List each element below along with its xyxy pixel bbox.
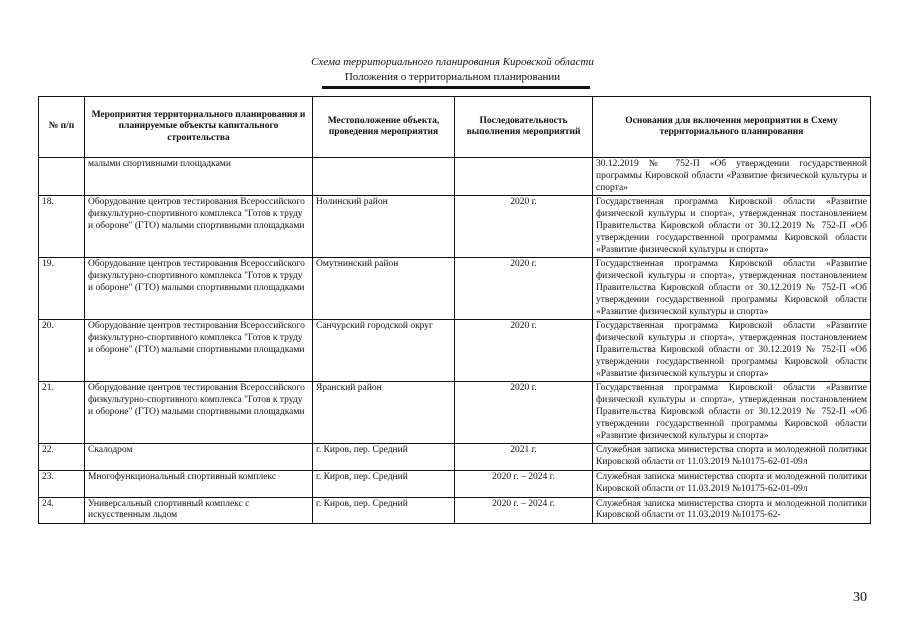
cell-number (39, 158, 85, 196)
cell-period: 2020 г. (455, 196, 593, 258)
cell-location: г. Киров, пер. Средний (313, 497, 455, 524)
table-row (39, 497, 871, 524)
table-row (39, 158, 871, 196)
cell-number: 24. (39, 497, 85, 524)
cell-event: Скалодром (85, 444, 313, 471)
cell-basis: Государственная программа Кировской области «Развитие физической культуры и спорта», утвержденная постановлением Правительства Кировской области от 30.12.2019 № 752-П «Об утверждении государственной программы Кировской области «Развитие физической культуры и спорта» (593, 258, 871, 320)
cell-period: 2020 г. – 2024 г. (455, 470, 593, 497)
cell-number: 21. (39, 382, 85, 444)
cell-location: г. Киров, пер. Средний (313, 444, 455, 471)
header-underline (322, 86, 590, 89)
column-header-number: № п/п (39, 97, 85, 158)
cell-period (455, 158, 593, 196)
column-header-basis: Основания для включения мероприятия в Схему территориального планирования (593, 97, 871, 158)
cell-location: г. Киров, пер. Средний (313, 470, 455, 497)
cell-number: 19. (39, 258, 85, 320)
cell-event: Оборудование центров тестирования Всероссийского физкультурно-спортивного комплекса "Готов к труду и обороне" (ГТО) малыми спортивными площадками (85, 258, 313, 320)
cell-number: 20. (39, 320, 85, 382)
table-header-row (39, 97, 871, 158)
cell-number: 22. (39, 444, 85, 471)
cell-location: Нолинский район (313, 196, 455, 258)
cell-basis: Служебная записка министерства спорта и молодежной политики Кировской области от 11.03.2019 №10175-62-01-09л (593, 444, 871, 471)
column-header-event: Мероприятия территориального планирования и планируемые объекты капитального строительства (85, 97, 313, 158)
cell-period: 2020 г. – 2024 г. (455, 497, 593, 524)
cell-location (313, 158, 455, 196)
table-row (39, 382, 871, 444)
cell-period: 2020 г. (455, 320, 593, 382)
cell-period: 2021 г. (455, 444, 593, 471)
cell-number: 23. (39, 470, 85, 497)
column-header-period: Последовательность выполнения мероприятий (455, 97, 593, 158)
cell-event: Универсальный спортивный комплекс с искусственным льдом (85, 497, 313, 524)
cell-basis: Служебная записка министерства спорта и молодежной политики Кировской области от 11.03.2019 №10175-62- (593, 497, 871, 524)
cell-basis: Государственная программа Кировской области «Развитие физической культуры и спорта», утвержденная постановлением Правительства Кировской области от 30.12.2019 № 752-П «Об утверждении государственной программы Кировской области «Развитие физической культуры и спорта» (593, 382, 871, 444)
document-title: Схема территориального планирования Кировской области (311, 56, 594, 68)
table-row (39, 196, 871, 258)
table-row (39, 444, 871, 471)
cell-event: Оборудование центров тестирования Всероссийского физкультурно-спортивного комплекса "Готов к труду и обороне" (ГТО) малыми спортивными площадками (85, 320, 313, 382)
cell-event: Оборудование центров тестирования Всероссийского физкультурно-спортивного комплекса "Готов к труду и обороне" (ГТО) малыми спортивными площадками (85, 196, 313, 258)
cell-event: Оборудование центров тестирования Всероссийского физкультурно-спортивного комплекса "Готов к труду и обороне" (ГТО) малыми спортивными площадками (85, 382, 313, 444)
column-header-location: Местоположение объекта, проведения мероприятия (313, 97, 455, 158)
cell-location: Омутнинский район (313, 258, 455, 320)
table-row (39, 258, 871, 320)
cell-location: Яранский район (313, 382, 455, 444)
cell-event: Многофункциональный спортивный комплекс (85, 470, 313, 497)
cell-period: 2020 г. (455, 258, 593, 320)
cell-period: 2020 г. (455, 382, 593, 444)
cell-event: малыми спортивными площадками (85, 158, 313, 196)
cell-location: Санчурский городской округ (313, 320, 455, 382)
page-number: 30 (853, 590, 867, 605)
cell-number: 18. (39, 196, 85, 258)
cell-basis: Государственная программа Кировской области «Развитие физической культуры и спорта», утвержденная постановлением Правительства Кировской области от 30.12.2019 № 752-П «Об утверждении государственной программы Кировской области «Развитие физической культуры и спорта» (593, 320, 871, 382)
table-body (39, 158, 871, 524)
cell-basis: Государственная программа Кировской области «Развитие физической культуры и спорта», утвержденная постановлением Правительства Кировской области от 30.12.2019 № 752-П «Об утверждении государственной программы Кировской области «Развитие физической культуры и спорта» (593, 196, 871, 258)
table-row (39, 470, 871, 497)
cell-basis: 30.12.2019 № 752-П «Об утверждении государственной программы Кировской области «Развитие физической культуры и спорта» (593, 158, 871, 196)
document-subtitle: Положения о территориальном планировании (344, 71, 561, 83)
planning-table (38, 96, 871, 524)
cell-basis: Служебная записка министерства спорта и молодежной политики Кировской области от 11.03.2019 №10175-62-01-09л (593, 470, 871, 497)
table-row (39, 320, 871, 382)
